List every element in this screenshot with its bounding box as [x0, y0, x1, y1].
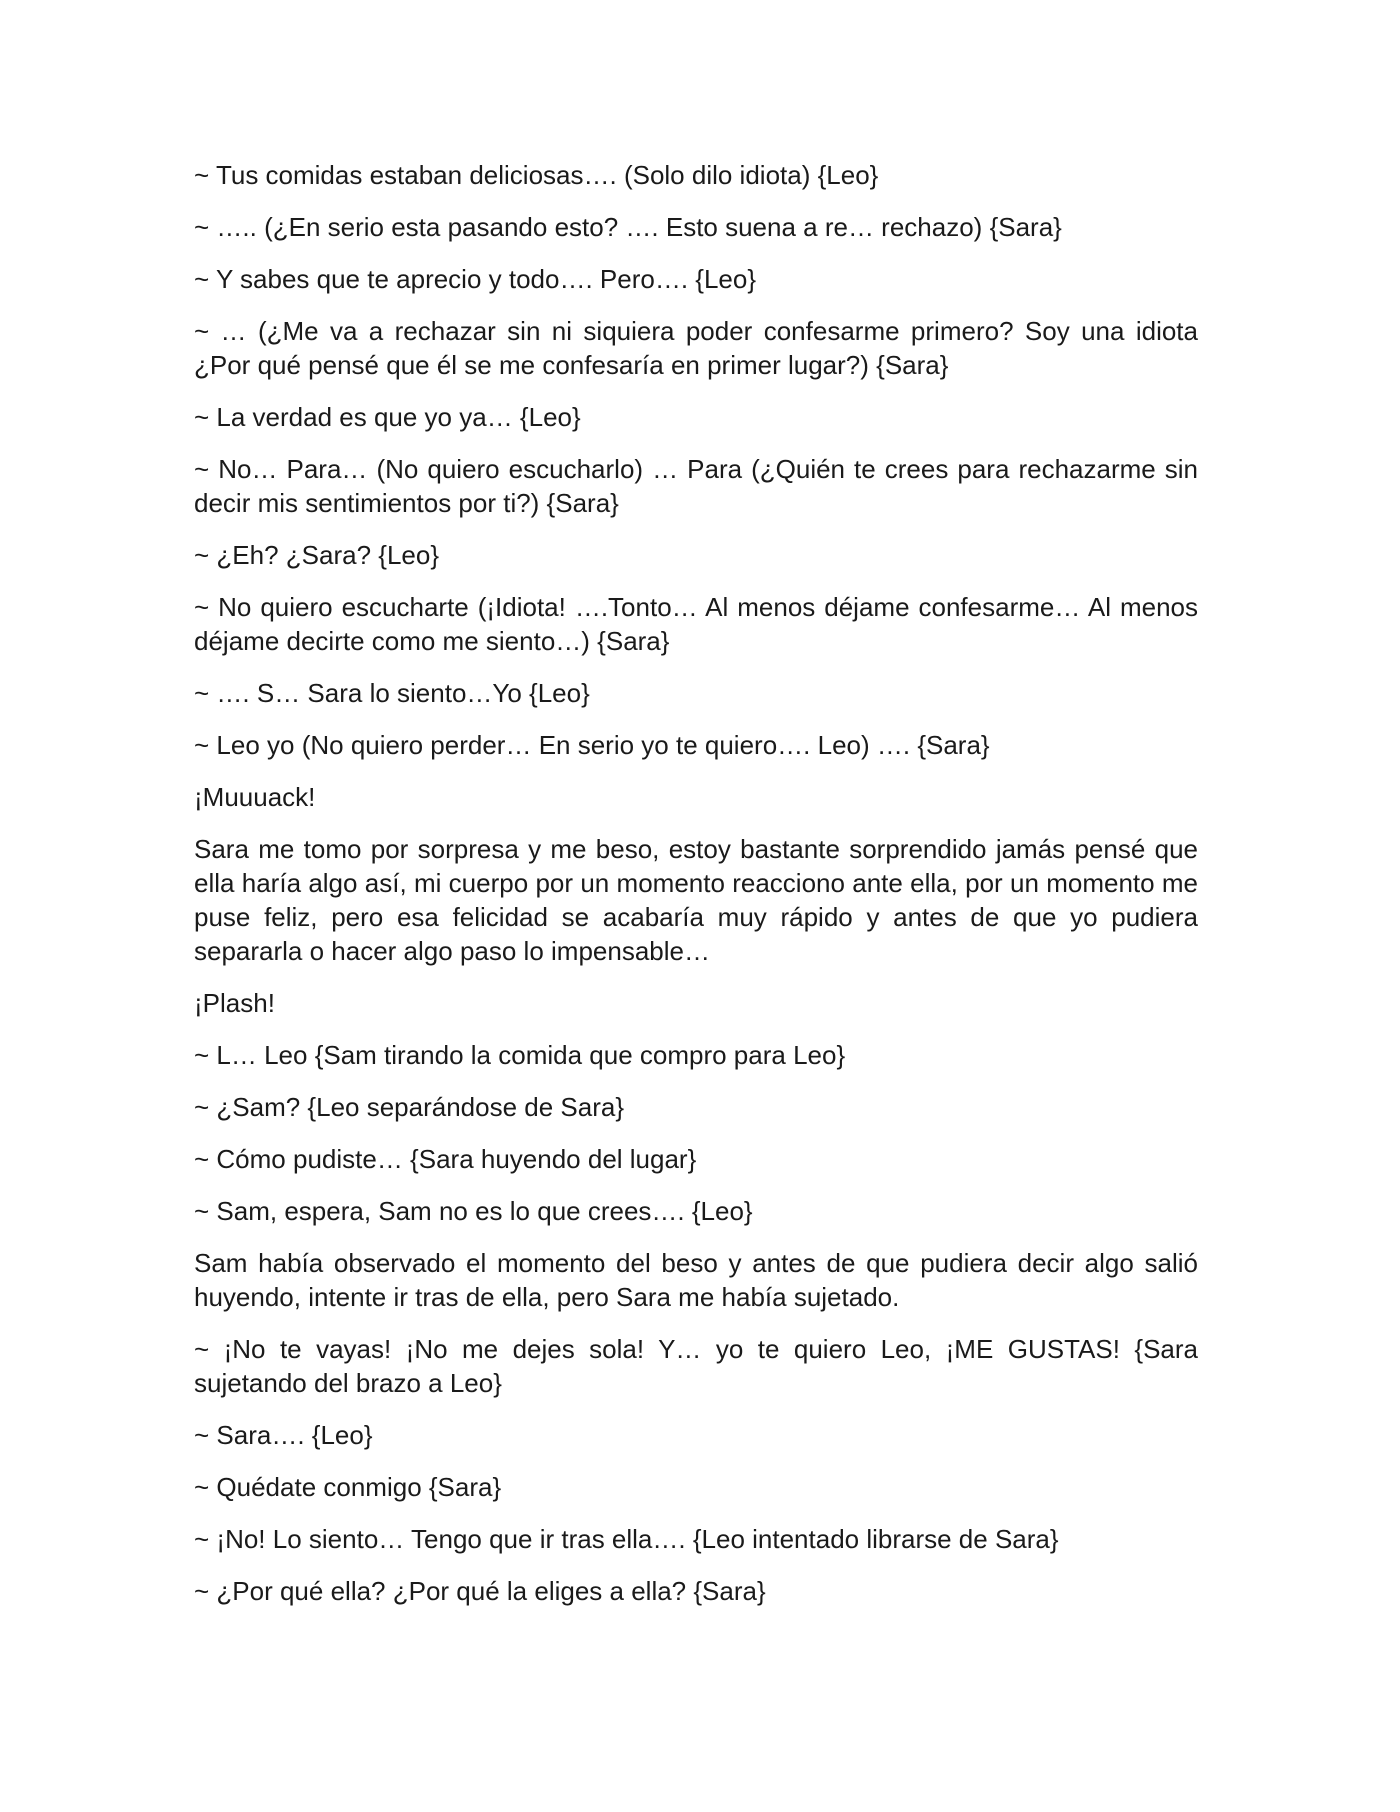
paragraph: ~ Leo yo (No quiero perder… En serio yo te quiero…. Leo) …. {Sara}: [194, 730, 990, 760]
paragraph: ~ ¡No te vayas! ¡No me dejes sola! Y… yo te quiero Leo, ¡ME GUSTAS! {Sara sujetando del brazo a Leo}: [194, 1334, 1198, 1398]
paragraph: ~ Sara…. {Leo}: [194, 1420, 373, 1450]
paragraph: ~ Tus comidas estaban deliciosas…. (Solo dilo idiota) {Leo}: [194, 160, 879, 190]
paragraph: ¡Plash!: [194, 988, 275, 1018]
paragraph: ~ No quiero escucharte (¡Idiota! ….Tonto… Al menos déjame confesarme… Al menos déjame decirte como me siento…) {Sara}: [194, 592, 1198, 656]
paragraph: ~ La verdad es que yo ya… {Leo}: [194, 402, 581, 432]
paragraph: ~ Y sabes que te aprecio y todo…. Pero…. {Leo}: [194, 264, 757, 294]
paragraph: ~ … (¿Me va a rechazar sin ni siquiera poder confesarme primero? Soy una idiota ¿Por qué pensé que él se me confesaría en primer lugar?) {Sara}: [194, 316, 1198, 380]
paragraph: ~ Sam, espera, Sam no es lo que crees…. {Leo}: [194, 1196, 753, 1226]
paragraph: ~ L… Leo {Sam tirando la comida que compro para Leo}: [194, 1040, 846, 1070]
document-page: [194, 158, 1198, 1626]
paragraph: Sam había observado el momento del beso y antes de que pudiera decir algo salió huyendo, intente ir tras de ella, pero Sara me había sujetado.: [194, 1248, 1198, 1312]
paragraph: ~ ¡No! Lo siento… Tengo que ir tras ella…. {Leo intentado librarse de Sara}: [194, 1524, 1059, 1554]
paragraph: ~ ¿Por qué ella? ¿Por qué la eliges a ella? {Sara}: [194, 1576, 766, 1606]
paragraph: ~ ….. (¿En serio esta pasando esto? …. Esto suena a re… rechazo) {Sara}: [194, 212, 1062, 242]
paragraph: ~ Quédate conmigo {Sara}: [194, 1472, 502, 1502]
paragraph: ~ Cómo pudiste… {Sara huyendo del lugar}: [194, 1144, 697, 1174]
paragraph: ~ ¿Eh? ¿Sara? {Leo}: [194, 540, 440, 570]
paragraph: ~ ¿Sam? {Leo separándose de Sara}: [194, 1092, 625, 1122]
paragraph: ¡Muuuack!: [194, 782, 316, 812]
paragraph: ~ No… Para… (No quiero escucharlo) … Para (¿Quién te crees para rechazarme sin decir mis sentimientos por ti?) {Sara}: [194, 454, 1198, 518]
paragraph: ~ …. S… Sara lo siento…Yo {Leo}: [194, 678, 590, 708]
paragraph: Sara me tomo por sorpresa y me beso, estoy bastante sorprendido jamás pensé que ella haría algo así, mi cuerpo por un momento reacciono ante ella, por un momento me puse feliz, pero esa felicidad se acabaría muy rápido y antes de que yo pudiera separarla o hacer algo paso lo impensable…: [194, 834, 1198, 966]
